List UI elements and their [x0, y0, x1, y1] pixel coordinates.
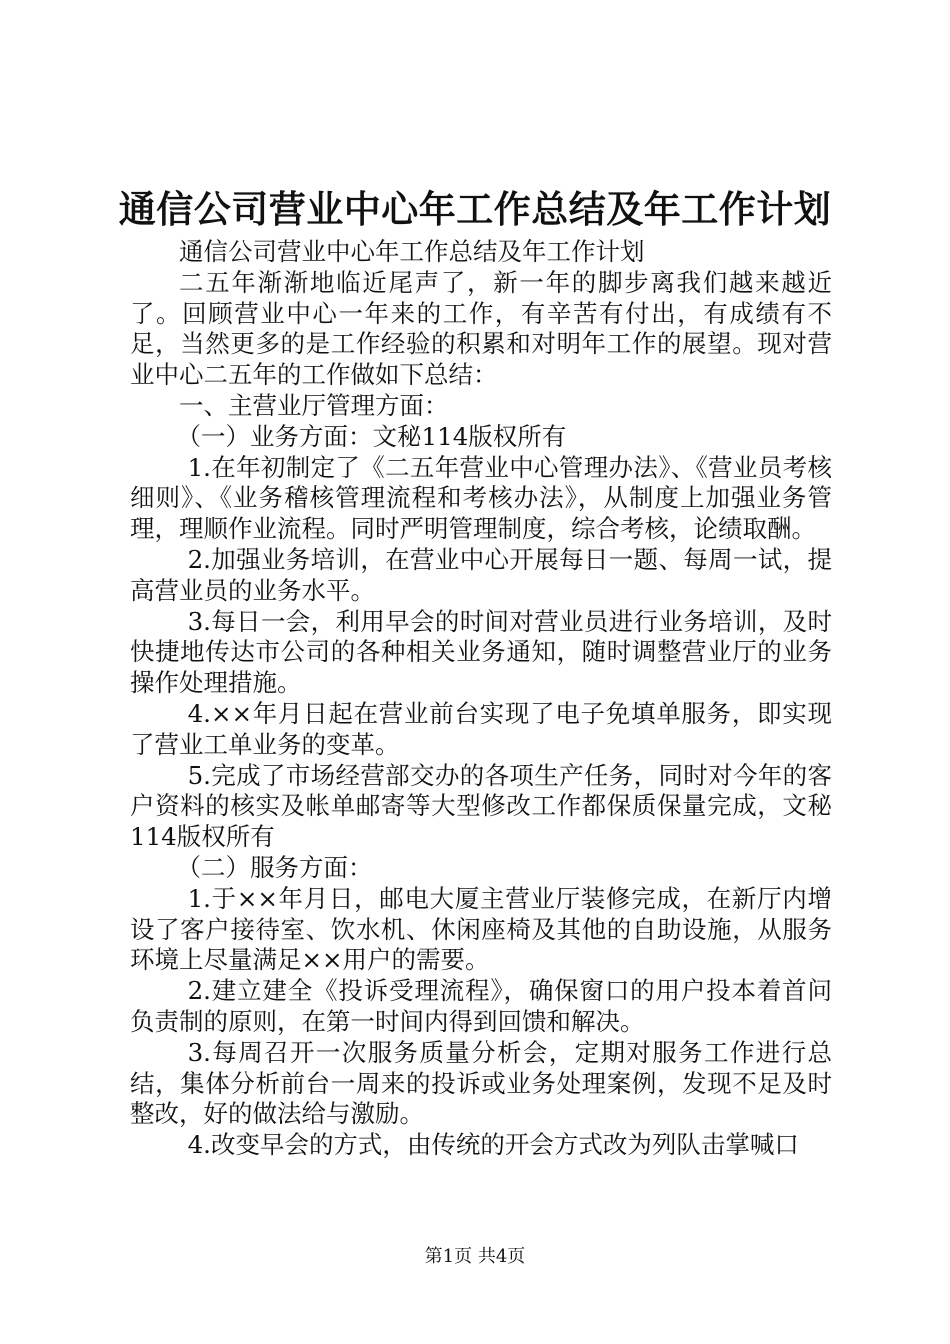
- subsection-heading-service: （二）服务方面：: [176, 852, 373, 882]
- paragraph-subtitle: 通信公司营业中心年工作总结及年工作计划: [179, 237, 645, 266]
- business-item-4: 4.××年月日起在营业前台实现了电子免填单服务，即实现了营业工单业务的变革。: [130, 698, 832, 759]
- service-item-4: 4.改变早会的方式，由传统的开会方式改为列队击掌喊口: [187, 1130, 799, 1160]
- document-body: [130, 237, 832, 1161]
- paragraph-intro: 二五年渐渐地临近尾声了，新一年的脚步离我们越来越近了。回顾营业中心一年来的工作，有辛苦有付出，有成绩有不足，当然更多的是工作经验的积累和对明年工作的展望。现对营业中心二五年的工作做如下总结：: [130, 267, 832, 390]
- section-heading-1: 一、主营业厅管理方面：: [179, 390, 449, 420]
- business-item-1: 1.在年初制定了《二五年营业中心管理办法》、《营业员考核细则》、《业务稽核管理流程和考核办法》，从制度上加强业务管理，理顺作业流程。同时严明管理制度，综合考核，论绩取酬。: [130, 452, 832, 544]
- service-item-1: 1.于××年月日，邮电大厦主营业厅装修完成，在新厅内增设了客户接待室、饮水机、休闲座椅及其他的自助设施，从服务环境上尽量满足××用户的需要。: [130, 883, 832, 975]
- service-item-2: 2.建立建全《投诉受理流程》，确保窗口的用户投本着首问负责制的原则，在第一时间内得到回馈和解决。: [130, 976, 832, 1036]
- service-item-3: 3.每周召开一次服务质量分析会，定期对服务工作进行总结，集体分析前台一周来的投诉或业务处理案例，发现不足及时整改，好的做法给与激励。: [130, 1037, 832, 1129]
- document-title: 通信公司营业中心年工作总结及年工作计划: [118, 187, 832, 231]
- page-footer: 第1页 共4页: [424, 1246, 526, 1267]
- business-item-2: 2.加强业务培训，在营业中心开展每日一题、每周一试，提高营业员的业务水平。: [130, 544, 832, 605]
- subsection-heading-business: （一）业务方面：文秘114版权所有: [176, 421, 567, 451]
- business-item-5: 5.完成了市场经营部交办的各项生产任务，同时对今年的客户资料的核实及帐单邮寄等大型修改工作都保质保量完成，文秘114版权所有: [130, 760, 832, 852]
- business-item-3: 3.每日一会，利用早会的时间对营业员进行业务培训，及时快捷地传达市公司的各种相关业务通知，随时调整营业厅的业务操作处理措施。: [130, 606, 832, 698]
